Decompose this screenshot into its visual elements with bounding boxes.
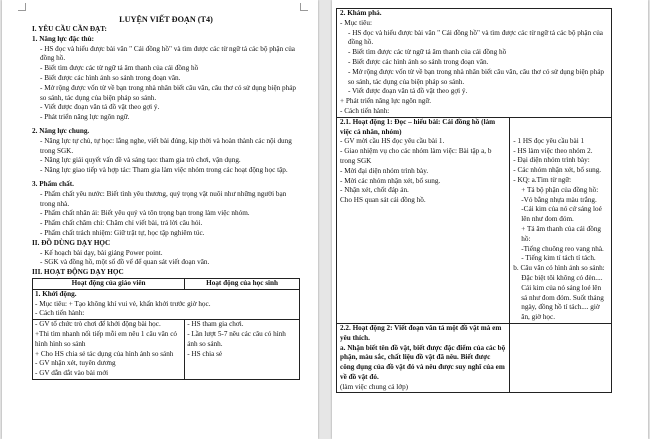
activity-table [32,278,300,380]
cell-line: - Cách tiến hành: [35,309,85,318]
table-cell-teacher [337,323,510,393]
left-page [2,0,318,439]
cell-line: - Viết được đoạn văn tả đồ vật theo gợi ý. [348,87,468,96]
cell-line: + Tả âm thanh của cái đồng hồ: [521,224,602,243]
paragraph: - Kế hoạch bài dạy, bài giảng Power point. [40,248,163,257]
cell-line: - GV dẫn dắt vào bài mới [35,369,109,378]
cell-line: Đặc biệt tôi không có đèn.... Cái kim của nó sáng loé lên sá như đom đóm. Suốt tháng ngày, đồng hồ tí tách.... giờ ăn, giờ học. [521,273,604,322]
cell-line: - Nhận xét, chốt đáp án. [340,186,409,195]
table-cell-teacher [33,320,185,380]
right-content [336,8,612,393]
left-content [32,14,300,380]
cell-line: + Cho HS chia sẻ tác dụng của hình ảnh so sánh [35,349,174,358]
cell-line: - Mục tiêu: [340,18,372,27]
column-header: Hoạt động của giáo viên [33,278,185,289]
cell-line: - Đại diện nhóm trình bày: [513,156,590,165]
cell-line: - Cách tiến hành: [340,106,390,115]
cell-line: - GV tổ chức trò chơi để khởi động bài học. [35,320,161,329]
paragraph: - Năng lực giao tiếp và hợp tác: Tham gia làm việc nhóm trong các hoạt động học tập. [40,166,288,175]
table-row [33,320,300,380]
activity-title: 2.1. Hoạt động 1: Đọc – hiểu bài: Cái đồng hồ (làm việc cá nhân, nhóm) [340,117,496,136]
cell-line: - HS chia sẻ [187,349,223,358]
section-heading: I. YÊU CẦU CẦN ĐẠT: [32,25,107,33]
table-row [337,117,612,323]
cell-line: (làm việc chung cả lớp) [340,382,409,391]
paragraph: - Năng lực giải quyết vấn đề và sáng tạo: tham gia trò chơi, vận dụng. [40,156,241,165]
cell-line: -Cái kim của nó cứ sáng loé lên như đom đóm. [521,205,602,224]
section-heading: II. ĐỒ DÙNG DẠY HỌC [32,238,111,247]
cell-line: -Tiếng chuông reo vang nhà. [521,244,604,253]
subsection-heading: 2. Năng lực chung. [32,126,90,135]
paragraph: - Năng lực tự chủ, tự học: lắng nghe, viết bài đúng, kịp thời và hoàn thành các nội dung trong SGK. [40,136,292,155]
cell-line: - Mời các nhóm nhận xét, bổ sung. [340,176,441,185]
cell-line: +Thi tìm nhanh nối tiếp mỗi em nêu 1 câu văn có hình hình so sánh [35,329,177,348]
cell-line: b. Câu văn có hình ảnh so sánh: [513,264,605,273]
table-header-row [33,278,300,289]
paragraph: - Phẩm chất nhân ái: Biết yêu quý và tôn trọng bạn trong làm việc nhóm. [40,209,250,218]
cell-line: - Tiếng kim tí tách tí tách. [521,254,596,263]
right-page [332,0,648,439]
table-row [337,323,612,393]
paragraph: - Biết tìm được các từ ngữ tả âm thanh của cái đồng hồ [40,64,199,73]
cell-line: - Lần lượt 5-7 nêu các câu có hình ảnh so sánh. [187,329,286,348]
subsection-heading: 3. Phẩm chất. [32,179,74,188]
cell-line: - GV nhận xét, tuyên dương [35,359,116,368]
cell-line: -Vỏ bằng nhựa màu trắng. [521,195,597,204]
table-cell-student [510,323,612,393]
table-row [337,9,612,118]
paragraph: - Phát triển năng lực ngôn ngữ. [40,113,130,122]
cell-line: - HS đọc và hiểu được bài văn " Cái đồng hồ" và tìm được các từ ngữ tả các bộ phận của đồng hồ. [348,28,603,47]
cell-line: - GV mời cầu HS đọc yêu cầu bài 1. [340,137,445,146]
cell-line: - 1 HS đọc yêu cầu bài 1 [513,136,585,145]
cell-line: a. Nhận biết tên đồ vật, biết được đặc điểm của các bộ phận, màu sắc, chất liệu đồ vật đã nêu. Biết được công dụng của đồ vật đó và nêu được suy nghĩ của em về đồ vật đó. [340,343,506,381]
cell-line: - HS làm việc theo nhóm 2. [513,146,593,155]
table-cell-student [510,117,612,323]
table-cell-student [185,320,300,380]
cell-line: - Biết tìm được các từ ngữ tả âm thanh của cái đồng hồ [348,48,507,57]
cell-line: - Mục tiêu: + Tạo không khí vui vẻ, khấn khởi trước giờ học. [35,299,211,308]
cell-line: - Biết được các hình ảnh so sánh trong đoạn văn. [348,57,489,66]
paragraph: - HS đọc và hiểu được bài văn " Cái đồng hồ" và tìm được các từ ngữ tả các bộ phận của đồng hồ. [40,44,295,63]
paragraph: - Phẩm chất chăm chỉ: Chăm chỉ viết bài, trả lời câu hỏi. [40,219,203,228]
crop-mark [18,3,26,11]
paragraph: - SGK và đồng hồ, một số đồ vể để quan sát viết đoạn văn. [40,258,210,267]
paragraph: - Phẩm chất yêu nước: Biết tình yêu thương, quý trọng vật nuôi như những người bạn trong nhà. [40,189,287,208]
activity-table-continued [336,8,612,393]
paragraph: - Phẩm chất trách nhiệm: Giữ trật tự, học tập nghiêm túc. [40,228,205,237]
crop-mark [300,3,308,11]
cell-line: - HS tham gia chơi. [187,320,244,329]
lesson-title: LUYỆN VIẾT ĐOẠN (T4) [119,15,213,24]
activity-title: 2. Khám phá. [340,9,382,17]
spacer [513,118,608,137]
paragraph: - Biết được các hình ảnh so sánh trong đoạn văn. [40,73,181,82]
section-heading: III. HOẠT ĐỘNG DẠY HỌC [32,268,124,277]
cell-line: + Tả bộ phận của đồng hồ: [521,185,599,194]
table-row [33,289,300,319]
cell-line: + Phát triển năng lực ngôn ngữ. [340,97,432,106]
table-cell [33,289,300,319]
subsection-heading: 1. Năng lực đặc thù: [32,34,95,43]
cell-line: - Giao nhiệm vụ cho các nhóm làm việc: Bài tập a, b trong SGK [340,147,492,165]
paragraph: - Viết được đoạn văn tả đồ vật theo gợi ý. [40,103,160,112]
cell-line: - Mời đại diện nhóm trình bày. [340,166,429,175]
table-cell-teacher [337,117,510,323]
paragraph: - Mở rộng được vốn từ về bạn trong nhà nhân biết câu văn, câu thơ có sử dụng biện pháp so sánh, tác dụng của biện pháp so sánh. [40,83,297,102]
cell-line: - Mở rộng được vốn từ về bạn trong nhà nhân biết câu văn, câu thơ có sử dụng biện pháp so sánh, tác dụng của biện pháp so sánh. [348,67,605,86]
activity-title: 1. Khởi động. [35,289,77,298]
column-header: Hoạt động của học sinh [185,278,300,289]
cell-line: - KQ: a.Tìm từ ngữ: [513,175,572,184]
table-cell [337,9,612,118]
activity-title: 2.2. Hoạt động 2: Viết đoạn văn tả một đồ vật mà em yêu thích. [340,323,502,342]
cell-line: - Các nhóm nhận xét, bổ sung. [513,166,602,175]
cell-line: Cho HS quan sát cái đồng hồ. [340,196,426,205]
